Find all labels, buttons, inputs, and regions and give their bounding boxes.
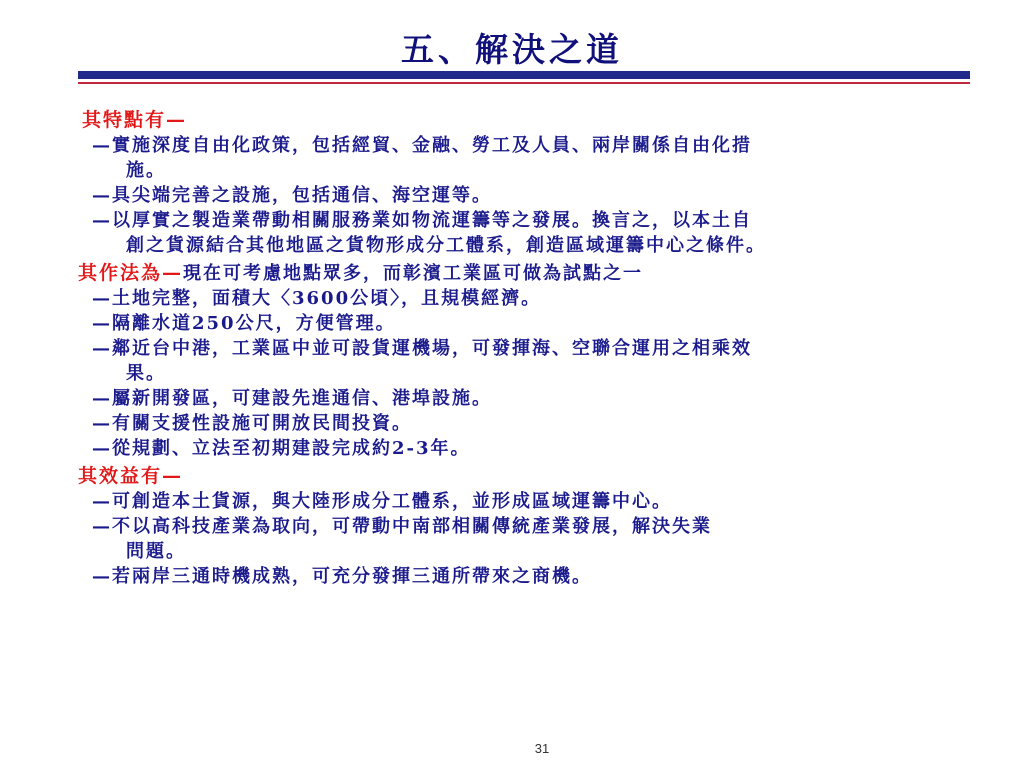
page-number: 31 xyxy=(534,741,550,756)
benefits-item-1: —可創造本土貨源，與大陸形成分工體系，並形成區域運籌中心。 xyxy=(92,491,672,512)
benefits-item-3: —若兩岸三通時機成熟，可充分發揮三通所帶來之商機。 xyxy=(92,566,592,587)
benefits-item-2: —不以高科技產業為取向，可帶動中南部相關傳統產業發展，解決失業 xyxy=(92,516,712,537)
approach-heading-line xyxy=(78,261,958,286)
approach-heading: 其作法為— xyxy=(78,262,184,284)
approach-item-6: —從規劃、立法至初期建設完成約2-3年。 xyxy=(92,438,471,459)
features-item-3-cont: 創之貨源結合其他地區之貨物形成分工體系，創造區域運籌中心之條件。 xyxy=(126,235,766,256)
slide-body xyxy=(78,108,958,589)
features-item-3: —以厚實之製造業帶動相關服務業如物流運籌等之發展。換言之，以本土自 xyxy=(92,210,752,231)
features-item-1-cont: 施。 xyxy=(126,160,166,181)
page-title: 五、解決之道 xyxy=(401,30,623,69)
benefits-heading: 其效益有— xyxy=(78,465,184,487)
approach-item-4: —屬新開發區，可建設先進通信、港埠設施。 xyxy=(92,388,492,409)
features-item-2: —具尖端完善之設施，包括通信、海空運等。 xyxy=(92,185,492,206)
approach-item-3-cont: 果。 xyxy=(126,363,166,384)
approach-item-5: —有關支援性設施可開放民間投資。 xyxy=(92,413,412,434)
title-divider-thick xyxy=(78,71,970,79)
features-heading: 其特點有— xyxy=(82,109,188,131)
approach-item-3: —鄰近台中港，工業區中並可設貨運機場，可發揮海、空聯合運用之相乘效 xyxy=(92,338,752,359)
approach-item-2: —隔離水道250公尺，方便管理。 xyxy=(92,313,396,334)
features-item-1: —實施深度自由化政策，包括經貿、金融、勞工及人員、兩岸關係自由化措 xyxy=(92,135,752,156)
approach-heading-text: 現在可考慮地點眾多，而彰濱工業區可做為試點之一 xyxy=(183,263,644,284)
benefits-item-2-cont: 問題。 xyxy=(126,541,186,562)
title-divider-thin xyxy=(78,82,970,84)
approach-item-1: —土地完整，面積大〈3600公頃〉，且規模經濟。 xyxy=(92,288,542,309)
